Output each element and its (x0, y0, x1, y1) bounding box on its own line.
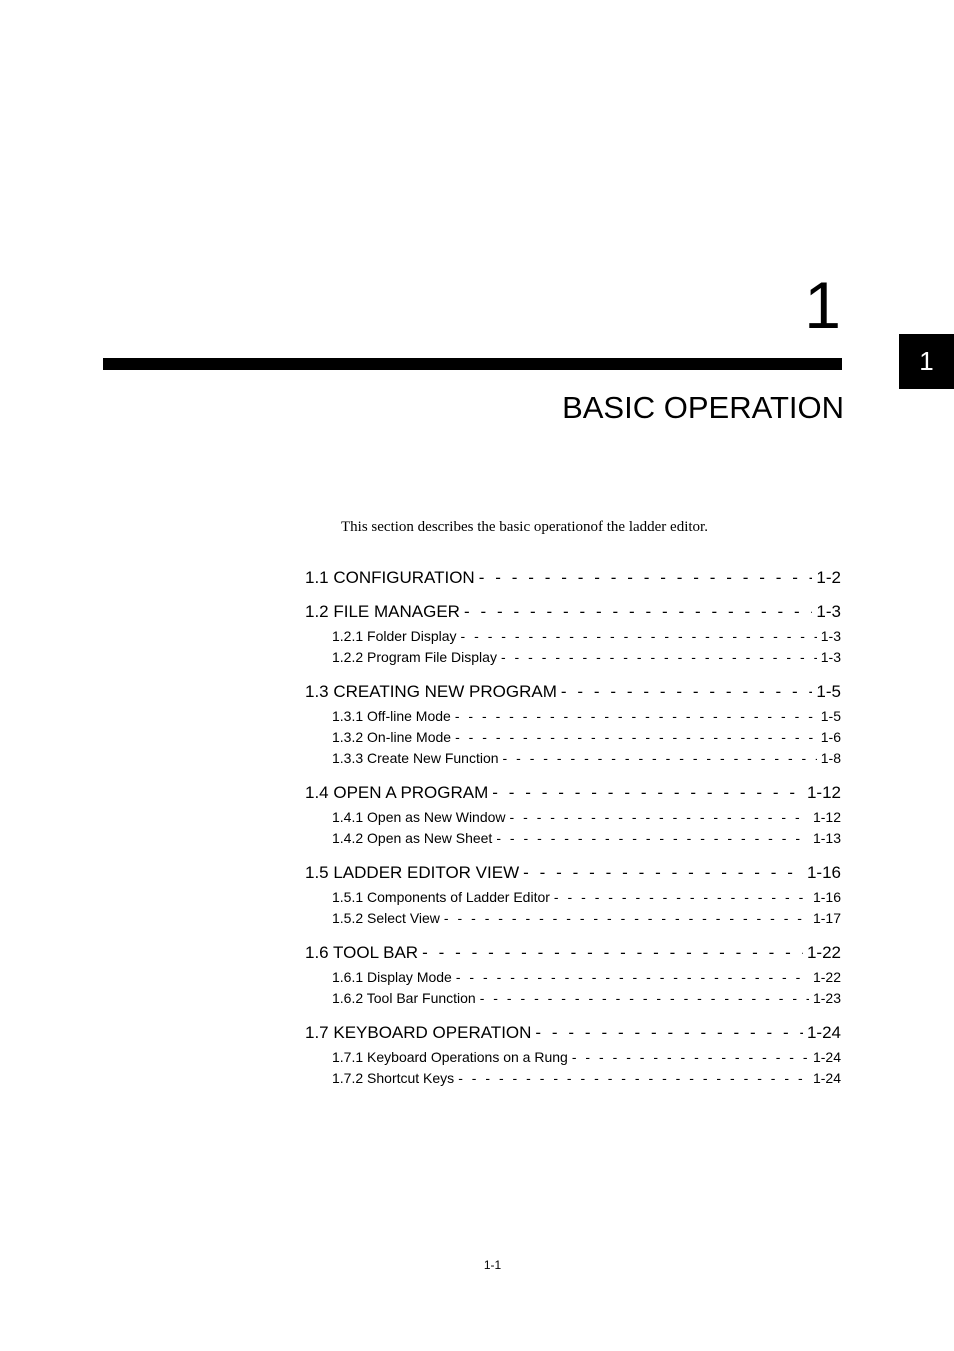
toc-subsection-entry[interactable] (305, 908, 841, 929)
toc-entry-page: 1-24 (812, 1049, 841, 1065)
toc-subsection-entry[interactable] (305, 626, 841, 647)
toc-dot-leader (572, 1047, 809, 1068)
toc-entry-page: 1-22 (812, 969, 841, 985)
chapter-title: BASIC OPERATION (562, 390, 844, 425)
toc-dot-leader (455, 727, 817, 748)
toc-dot-leader (510, 807, 809, 828)
toc-entry-page: 1-5 (816, 682, 841, 701)
toc-subsection-entry[interactable] (305, 828, 841, 849)
toc-dot-leader (492, 783, 803, 803)
toc-dot-leader (554, 887, 809, 908)
toc-subsection-entry[interactable] (305, 647, 841, 668)
toc-entry-label: 1.7.1 Keyboard Operations on a Rung (332, 1049, 568, 1065)
toc-entry-page: 1-8 (820, 750, 841, 766)
toc-dot-leader (444, 908, 809, 929)
toc-section-entry[interactable] (305, 783, 841, 803)
toc-entry-label: 1.2.1 Folder Display (332, 628, 457, 644)
toc-entry-page: 1-5 (820, 708, 841, 724)
chapter-thumb-tab-label: 1 (919, 346, 934, 376)
toc-subsection-entry[interactable] (305, 1047, 841, 1068)
toc-entry-label: 1.6 TOOL BAR (305, 943, 419, 962)
toc-entry-page: 1-22 (806, 943, 841, 962)
toc-entry-label: 1.1 CONFIGURATION (305, 568, 475, 587)
toc-entry-label: 1.5.2 Select View (332, 910, 440, 926)
toc-entry-page: 1-13 (812, 830, 841, 846)
toc-entry-page: 1-12 (812, 809, 841, 825)
toc-dot-leader (480, 988, 809, 1009)
toc-dot-leader (461, 626, 817, 647)
toc-section-entry[interactable] (305, 568, 841, 588)
toc-subsection-entry[interactable] (305, 706, 841, 727)
toc-subsection-entry[interactable] (305, 887, 841, 908)
toc-dot-leader (561, 682, 813, 702)
toc-entry-label: 1.2 FILE MANAGER (305, 602, 460, 621)
toc-section-entry[interactable] (305, 863, 841, 883)
toc-entry-label: 1.6.1 Display Mode (332, 969, 452, 985)
toc-entry-page: 1-3 (816, 602, 841, 621)
toc-subsection-entry[interactable] (305, 1068, 841, 1089)
toc-subsection-entry[interactable] (305, 967, 841, 988)
toc-entry-page: 1-24 (812, 1070, 841, 1086)
toc-dot-leader (458, 1068, 809, 1089)
toc-entry-label: 1.6.2 Tool Bar Function (332, 990, 476, 1006)
toc-entry-label: 1.3.2 On-line Mode (332, 729, 452, 745)
chapter-rule (103, 358, 842, 370)
toc-entry-page: 1-24 (806, 1023, 841, 1042)
toc-dot-leader (422, 943, 803, 963)
chapter-thumb-tab (899, 334, 954, 389)
toc-entry-page: 1-17 (812, 910, 841, 926)
chapter-number: 1 (804, 268, 841, 342)
toc-section-entry[interactable] (305, 602, 841, 622)
toc-entry-page: 1-16 (806, 863, 841, 882)
page-number: 1-1 (483, 1258, 502, 1272)
toc-entry-label: 1.7 KEYBOARD OPERATION (305, 1023, 532, 1042)
toc-entry-page: 1-2 (816, 568, 841, 587)
toc-subsection-entry[interactable] (305, 988, 841, 1009)
toc-subsection-entry[interactable] (305, 727, 841, 748)
toc-dot-leader (464, 602, 812, 622)
toc-dot-leader (535, 1023, 803, 1043)
toc-entry-label: 1.4 OPEN A PROGRAM (305, 783, 489, 802)
toc-entry-page: 1-3 (820, 628, 841, 644)
table-of-contents (305, 568, 841, 1089)
toc-subsection-entry[interactable] (305, 748, 841, 769)
toc-entry-label: 1.3 CREATING NEW PROGRAM (305, 682, 557, 701)
toc-dot-leader (479, 568, 813, 588)
toc-section-entry[interactable] (305, 682, 841, 702)
toc-entry-page: 1-23 (812, 990, 841, 1006)
toc-entry-label: 1.5 LADDER EDITOR VIEW (305, 863, 520, 882)
toc-entry-label: 1.4.1 Open as New Window (332, 809, 506, 825)
toc-dot-leader (455, 706, 817, 727)
toc-entry-label: 1.7.2 Shortcut Keys (332, 1070, 455, 1086)
toc-dot-leader (456, 967, 809, 988)
toc-entry-label: 1.5.1 Components of Ladder Editor (332, 889, 550, 905)
toc-entry-page: 1-16 (812, 889, 841, 905)
toc-section-entry[interactable] (305, 943, 841, 963)
toc-dot-leader (501, 647, 817, 668)
toc-entry-page: 1-3 (820, 649, 841, 665)
toc-entry-label: 1.3.3 Create New Function (332, 750, 499, 766)
toc-entry-page: 1-6 (820, 729, 841, 745)
toc-entry-label: 1.2.2 Program File Display (332, 649, 497, 665)
toc-dot-leader (496, 828, 809, 849)
toc-dot-leader (503, 748, 817, 769)
toc-section-entry[interactable] (305, 1023, 841, 1043)
toc-subsection-entry[interactable] (305, 807, 841, 828)
intro-text: This section describes the basic operationof the ladder editor. (341, 519, 708, 535)
toc-dot-leader (523, 863, 803, 883)
toc-entry-label: 1.3.1 Off-line Mode (332, 708, 451, 724)
toc-entry-page: 1-12 (806, 783, 841, 802)
toc-entry-label: 1.4.2 Open as New Sheet (332, 830, 493, 846)
